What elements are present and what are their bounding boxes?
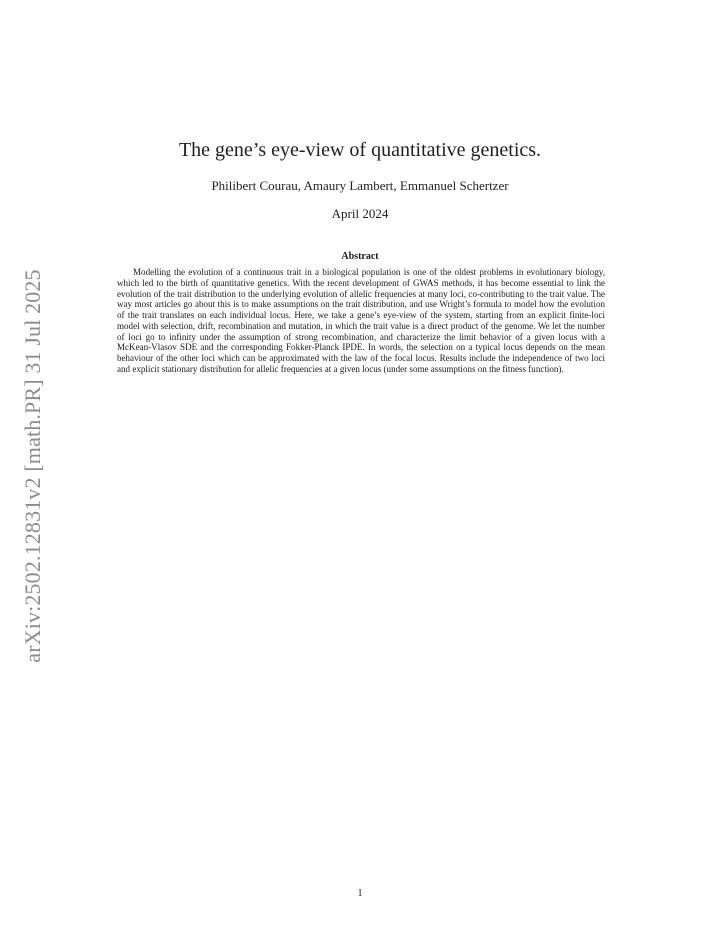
- paper-title: The gene’s eye-view of quantitative genetics.: [178, 139, 542, 161]
- abstract-body: Modelling the evolution of a continuous trait in a biological population is one of the oldest problems in evolutionary biology, which led to the birth of quantitative genetics. With the recent development of GWAS methods, it has become essential to link the evolution of the trait distribution to the underlying evolution of allelic frequencies at many loci, co-contributing to the trait value. The way most articles go about this is to make assumptions on the trait distribution, and use Wright’s formula to model how the evolution of the trait translates on each individual locus. Here, we take a gene’s eye-view of the system, starting from an explicit finite-loci model with selection, drift, recombination and mutation, in which the trait value is a direct product of the genome. We let the number of loci go to infinity under the assumption of strong recombination, and characterize the limit behavior of a given locus with a McKean-Vlasov SDE and the corresponding Fokker-Planck IPDE. In words, the selection on a typical locus depends on the mean behaviour of the other loci which can be approximated with the law of the focal locus. Results include the independence of two loci and explicit stationary distribution for allelic frequencies at a given locus (under some assumptions on the fitness function).: [117, 267, 605, 374]
- paper-date: April 2024: [331, 206, 389, 221]
- arxiv-identifier: arXiv:2502.12831v2 [math.PR] 31 Jul 2025: [20, 269, 45, 663]
- paper-authors: Philibert Courau, Amaury Lambert, Emmanuel Schertzer: [211, 178, 509, 193]
- page-number: 1: [357, 888, 363, 899]
- abstract-heading: Abstract: [341, 251, 379, 262]
- arxiv-sidebar-stamp: [18, 254, 48, 678]
